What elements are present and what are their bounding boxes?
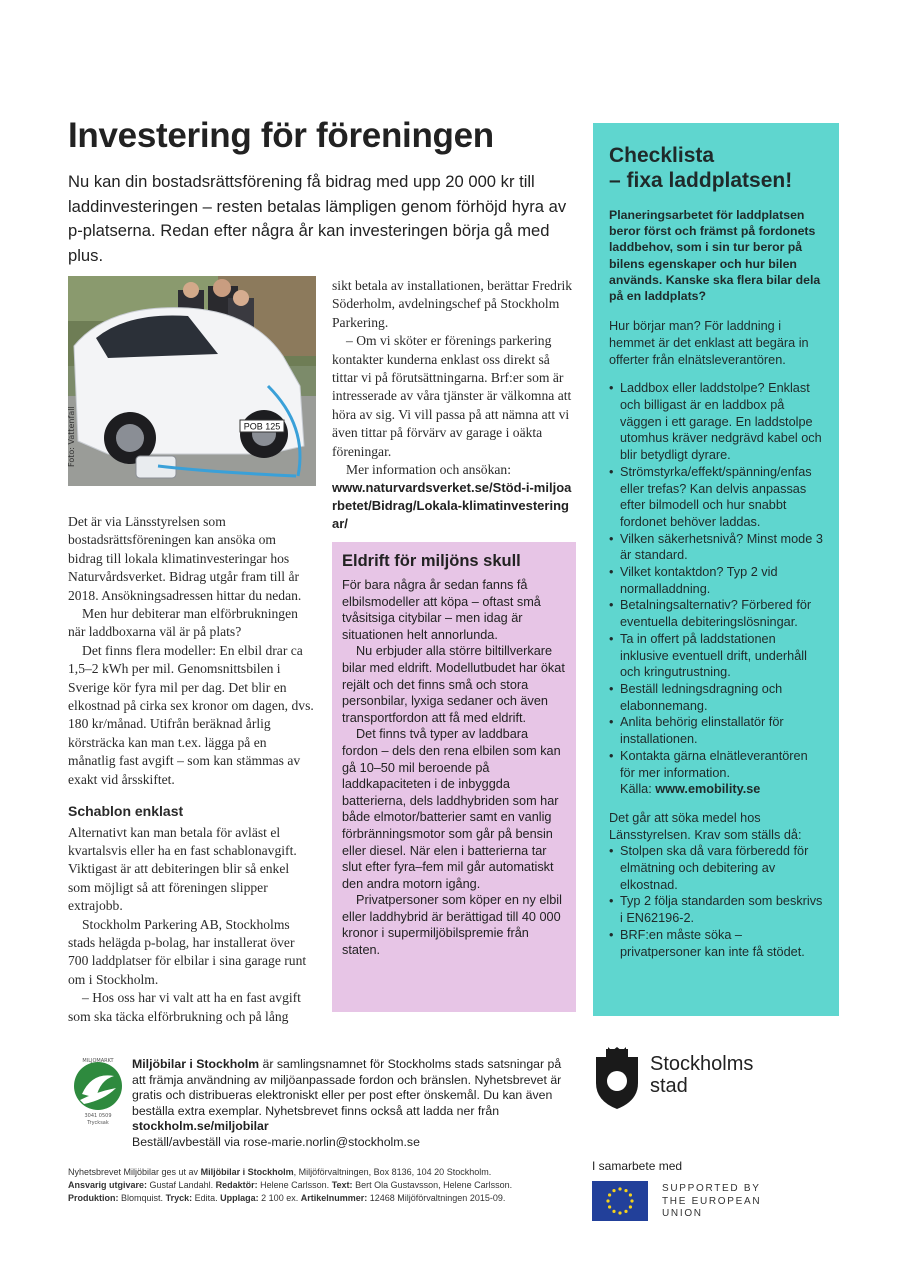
checklist-items [609,380,823,798]
list-item: • Vilken säkerhetsnivå? Minst mode 3 är standard. [609,531,823,564]
subheading: Schablon enklast [68,803,184,820]
requirements-list [609,843,823,960]
paragraph: För bara några år sedan fanns få elbilsmodeller att köpa – oftast små tvåsitsiga citybilar – men idag är situationen helt annorlunda. [342,578,541,642]
stockholms-stad-logo: Stockholms stad [650,1053,754,1097]
order-text: Beställ/avbeställ via rose-marie.norlin@stockholm.se [132,1134,420,1149]
article-lead: Nu kan din bostadsrättsförening få bidrag med upp 20 000 kr till laddinvesteringen – resten betalas lämpligen genom förhöjd hyra av p-platserna. Redan efter några år kan investeringen börja gå med plus. [68,172,567,265]
svg-text:Trycksak: Trycksak [87,1120,109,1126]
list-item: • Strömstyrka/effekt/spänning/enfas eller trefas? Kan delvis anpassas efter bilmodell och hur snabbt fordonet behöver laddas. [609,464,823,531]
list-item: • Stolpen ska då vara förberedd för elmätning och debitering av elkostnad. [609,843,823,893]
list-item: • Laddbox eller laddstolpe? Enklast och billigast är en laddbox på väggen i ett garage. En laddstolpe utomhus kräver nedgrävd kabel och blir betydligt dyrare. [609,380,823,464]
list-item: • Typ 2 följa standarden som beskrivs i EN62196-2. [609,893,823,926]
list-item: • Kontakta gärna elnätleverantören för mer information. Källa: www.emobility.se [609,748,823,798]
eu-flag-icon [592,1181,648,1221]
article-photo [68,276,316,486]
list-item: • Anlita behörig elinstallatör för installationen. [609,714,823,747]
stockholm-crest-icon [592,1047,642,1111]
photo-credit: Foto: Vattenfall [67,406,76,467]
sidebar-heading: Eldrift för miljöns skull [342,552,521,570]
list-item: • BRF:en måste söka – privatpersoner kan inte få stödet. [609,927,823,960]
grant-link[interactable]: www.naturvardsverket.se/Stöd-i-miljoarbetet/Bidrag/Lokala-klimatinvesteringar/ [332,480,572,532]
article-column-2 [332,277,576,533]
paragraph: sikt betala av installationen, berättar Fredrik Söderholm, avdelningschef på Stockholm Parkering. [332,278,573,330]
list-item: • Vilket kontaktdon? Typ 2 vid normalladdning. [609,564,823,597]
checklist-intro: Planeringsarbetet för laddplatsen beror först och främst på fordonets laddbehov, som i sin tur beror på bilens egenskaper och hur bilen används. Kanske ska flera bilar dela på en laddplats? [609,208,821,304]
source-link[interactable]: www.emobility.se [655,782,761,797]
article-title: Investering för föreningen [68,116,494,155]
paragraph: Men hur debiterar man elförbrukningen när laddboxarna väl är på plats? [68,606,298,640]
eldrift-sidebar [332,542,576,1012]
paragraph: Stockholm Parkering AB, Stockholms stads helägda p-bolag, har installerat över 700 laddplatser för elbilar i sina garage runt om i Stockholm. [68,916,307,987]
miljobilar-link[interactable]: stockholm.se/miljobilar [132,1119,269,1134]
imprint: Nyhetsbrevet Miljöbilar ges ut av Miljöbilar i Stockholm, Miljöförvaltningen, Box 8136, 104 20 Stockholm. Ansvarig utgivare: Gustaf Landahl. Redaktör: Helene Carlsson. Text: Bert Ola Gustavsson, Helene Carlsson. Produktion: Blomquist. Tryck: Edita. Upplaga: 2 100 ex. Artikelnummer: 12468 Miljöförvaltningen 2015-09. [68,1167,513,1203]
checklist-box [593,123,839,1016]
paragraph: – Om vi sköter er förenings parkering kontakter kunderna enklast oss direkt så tittar vi på förutsättningarna. Brf:er som är intresserade av våra tjänster är välkomna att höra av sig. Vi vill passa på att nämna att vi även tittar på förvärv av garage i oäkta föreningar. [332,333,572,459]
list-item: • Betalningsalternativ? Förbered för eventuella debiteringslösningar. [609,597,823,630]
paragraph: Det finns två typer av laddbara fordon – dels den rena elbilen som kan gå 10–50 mil beroende på laddkapaciteten i de inbyggda batterierna, dels laddhybriden som har både elmotor/batterier samt en vanlig förbränningsmotor som går på bensin eller diesel. När elen i batterierna tar slut efter fyra–fem mil går automatiskt den andra motorn igång. [342,727,561,891]
checklist-how: Hur börjar man? För laddning i hemmet är det enklast att begära in offerter från elnätsleverantören. [609,319,809,367]
svg-text:MILJÖMÄRKT: MILJÖMÄRKT [82,1058,114,1064]
list-item: • Beställ ledningsdragning och elabonnemang. [609,681,823,714]
swan-ecolabel-icon [70,1058,126,1128]
checklist-heading: Checklista – fixa laddplatsen! [609,144,793,192]
samarbete-label: I samarbete med [592,1159,683,1173]
checklist-apply: Det går att söka medel hos Länsstyrelsen. Krav som ställs då: [609,810,802,842]
plate-text: POB 125 [243,421,281,432]
footer-info: Miljöbilar i Stockholm är samlingsnamnet för Stockholms stads satsningar på att främja användning av miljöanpassade fordon och bränslen. Nyhetsbrevet är gratis och distribueras elektroniskt eller per post efter önskemål. Du kan även beställa extra exemplar. Nyhetsbrevet finns också att ladda ner från stockholm.se/miljobilar Beställ/avbeställ via rose-marie.norlin@stockholm.se [132,1057,562,1149]
paragraph: Det finns flera modeller: En elbil drar ca 1,5–2 kWh per mil. Genomsnittsbilen i Sverige kör fyra mil per dag. Det blir en elkostnad på cirka sex kronor om dagen, dvs. 180 kr/månad. Utifrån beräknad årlig körsträcka kan man t.ex. lägga på en månatlig fast avgift – som kan stämmas av exakt vid årsskiftet. [68,642,314,787]
paragraph: Privatpersoner som köper en ny elbil eller laddhybrid är berättigad till 40 000 kronor i supermiljöbilspremie från staten. [342,893,562,958]
eu-support-text: SUPPORTED BY THE EUROPEAN UNION [662,1183,762,1220]
article-column-1 [68,513,314,1026]
paragraph: Mer information och ansökan: [346,462,511,478]
svg-text:3041 0509: 3041 0509 [84,1113,112,1119]
list-item: • Ta in offert på laddstationen inklusive eventuell drift, underhåll och kringutrustning. [609,631,823,681]
paragraph: Alternativt kan man betala för avläst el kvartalsvis eller ha en fast schablonavgift. Viktigast är att debiteringen blir så enkel som möjligt så att föreningen slipper extrajobb. [68,824,297,914]
paragraph: Nu erbjuder alla större biltillverkare bilar med eldrift. Modellutbudet har ökat rejält och det finns små och stora personbilar, lyxiga sedaner och även transportfordon att få med eldrift. [342,644,565,725]
paragraph: – Hos oss har vi valt att ha en fast avgift som ska täcka elförbrukning och på lång [68,990,301,1024]
paragraph: Det är via Länsstyrelsen som bostadsrättsföreningen kan ansöka om bidrag till lokala klimatinvesteringar hos Naturvårdsverket. Bidrag utgår fram till år 2018. Ansökningsadressen hittar du nedan. [68,514,302,603]
